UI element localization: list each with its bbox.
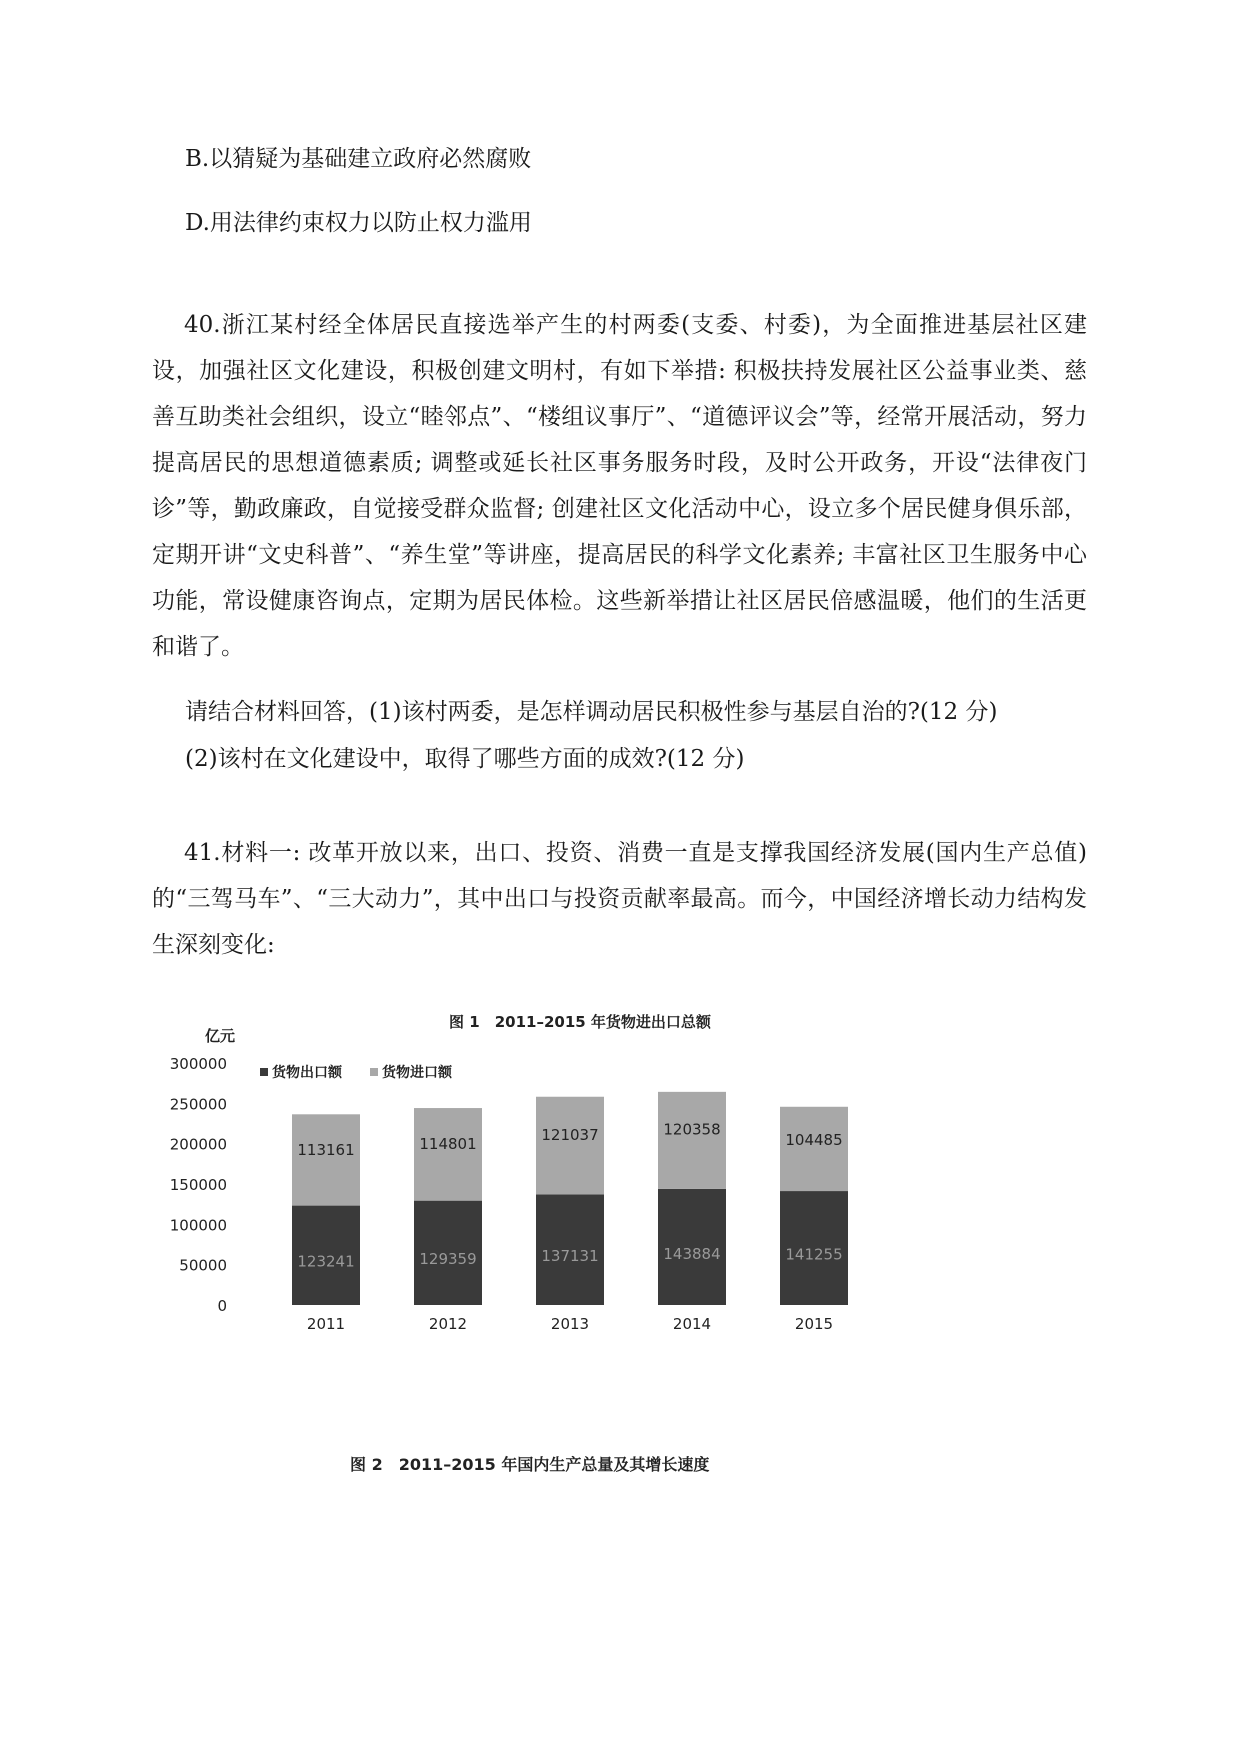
bar-import: [658, 1092, 726, 1189]
data-label-export: 129359: [419, 1250, 477, 1269]
legend-swatch-export: [260, 1068, 268, 1076]
x-tick-label: 2015: [794, 1315, 834, 1333]
figure-2-title: 图 2 2011–2015 年国内生产总量及其增长速度: [350, 1455, 710, 1474]
data-label-import: 104485: [785, 1130, 843, 1149]
option-d: D.用法律约束权力以防止权力滥用: [185, 210, 532, 236]
question-40-part2: (2)该村在文化建设中，取得了哪些方面的成效?(12 分): [185, 746, 745, 772]
chart-title: 图 1 2011–2015 年货物进出口总额: [449, 1013, 711, 1031]
y-tick-label: 50000: [179, 1256, 227, 1275]
y-tick-label: 0: [217, 1297, 227, 1315]
data-label-export: 123241: [297, 1252, 355, 1271]
y-tick-label: 150000: [169, 1176, 227, 1194]
x-tick-label: 2012: [428, 1315, 468, 1333]
bar-import: [780, 1107, 848, 1191]
option-b: B.以猜疑为基础建立政府必然腐败: [185, 146, 532, 172]
y-tick-label: 300000: [169, 1055, 227, 1073]
data-label-import: 114801: [419, 1135, 477, 1154]
y-axis-label: 亿元: [205, 1027, 236, 1045]
y-tick-label: 100000: [169, 1216, 227, 1235]
question-40-material: 40.浙江某村经全体居民直接选举产生的村两委(支委、村委)，为全面推进基层社区建设，加强社区文化建设，积极创建文明村，有如下举措: 积极扶持发展社区公益事业类、慈善互助类社会组织，设立“睦邻点”、“楼组议事厅”、“道德评议会”等，经常开展活动，努力提高居民的思想道德素质; 调整或延长社区事务服务时段，及时公开政务，开设“法律夜门诊”等，勤政廉政，自觉接受群众监督; 创建社区文化活动中心，设立多个居民健身俱乐部，定期开讲“文史科普”、“养生堂”等讲座，提高居民的科学文化素养; 丰富社区卫生服务中心功能，常设健康咨询点，定期为居民体检。这些新举措让社区居民倍感温暖，他们的生活更和谐了。: [152, 312, 1087, 660]
figure-1-chart: [169, 1005, 885, 1445]
bar-import: [414, 1108, 482, 1201]
legend-label-export: 货物出口额: [272, 1065, 342, 1081]
data-label-import: 120358: [663, 1120, 721, 1139]
question-40-part1: 请结合材料回答，(1)该村两委，是怎样调动居民积极性参与基层自治的?(12 分): [185, 699, 998, 725]
data-label-import: 121037: [541, 1125, 599, 1144]
data-label-import: 113161: [297, 1140, 355, 1159]
data-label-export: 137131: [541, 1247, 599, 1266]
data-label-export: 141255: [785, 1245, 843, 1264]
data-label-export: 143884: [663, 1244, 721, 1263]
trade-bar-chart: [169, 1005, 885, 1345]
x-tick-label: 2011: [306, 1315, 346, 1333]
x-tick-label: 2014: [672, 1315, 712, 1333]
bar-import: [536, 1097, 604, 1195]
legend-swatch-import: [370, 1068, 378, 1076]
legend-label-import: 货物进口额: [382, 1065, 452, 1081]
question-41-material: 41.材料一: 改革开放以来，出口、投资、消费一直是支撑我国经济发展(国内生产总值)的“三驾马车”、“三大动力”，其中出口与投资贡献率最高。而今，中国经济增长动力结构发生深刻变化:: [152, 840, 1087, 958]
x-tick-label: 2013: [550, 1315, 590, 1333]
y-tick-label: 250000: [169, 1095, 227, 1114]
bar-import: [292, 1114, 360, 1205]
y-tick-label: 200000: [169, 1135, 227, 1154]
